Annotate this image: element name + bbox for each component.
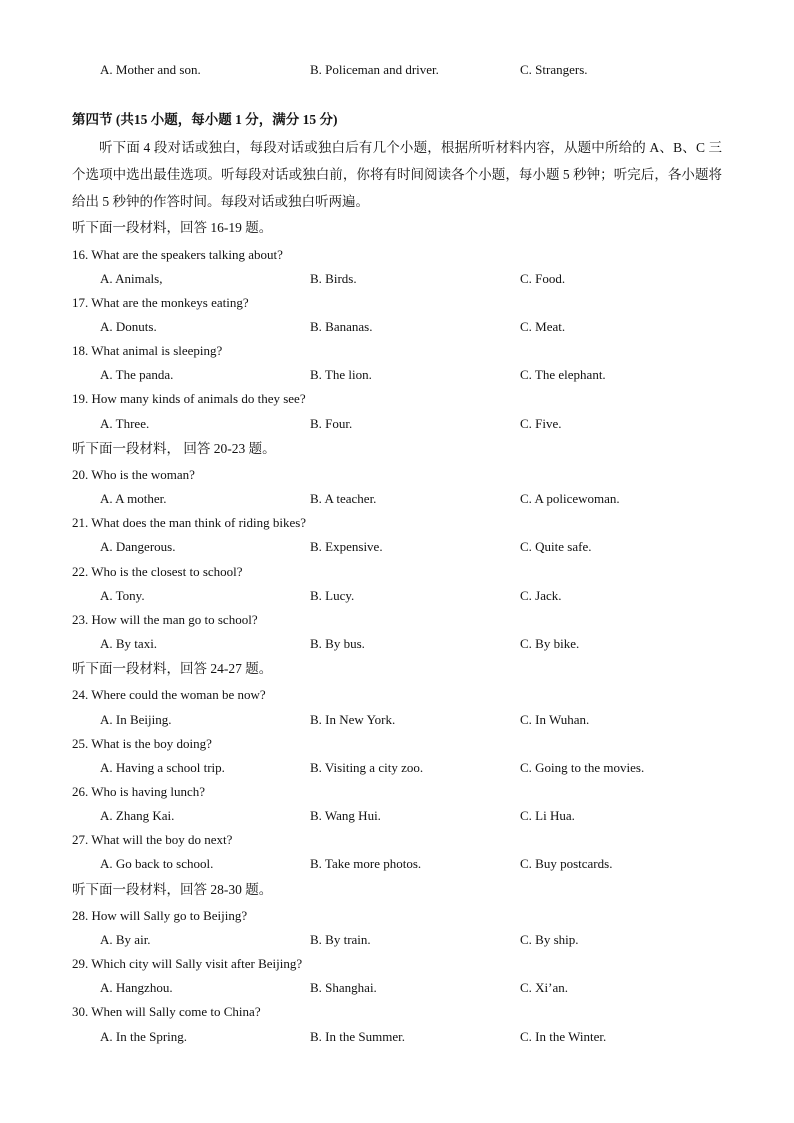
question-row bbox=[0, 341, 794, 361]
option-b: B. Take more photos. bbox=[310, 856, 422, 871]
question-row bbox=[0, 245, 794, 265]
option-b: B. Shanghai. bbox=[310, 980, 377, 995]
question-row bbox=[0, 782, 794, 802]
option-b: B. Four. bbox=[310, 416, 353, 431]
option-a: A. Dangerous. bbox=[100, 539, 176, 554]
option-a: A. Donuts. bbox=[100, 319, 157, 334]
question-text: 19. How many kinds of animals do they see? bbox=[72, 391, 306, 406]
options-row bbox=[0, 806, 794, 826]
question-text: 25. What is the boy doing? bbox=[72, 736, 212, 751]
option-c: C. Five. bbox=[520, 416, 562, 431]
option-c: C. In the Winter. bbox=[520, 1029, 607, 1044]
question-text: 22. Who is the closest to school? bbox=[72, 564, 243, 579]
option-a: A. Tony. bbox=[100, 588, 145, 603]
options-row bbox=[0, 1027, 794, 1047]
options-row bbox=[0, 854, 794, 874]
question-text: 23. How will the man go to school? bbox=[72, 612, 258, 627]
question-row bbox=[0, 513, 794, 533]
option-b: B. Wang Hui. bbox=[310, 808, 381, 823]
question-row bbox=[0, 465, 794, 485]
group-label: 听下面一段材料，回答 28-30 题。 bbox=[72, 882, 273, 897]
option-a: A. Mother and son. bbox=[100, 62, 201, 77]
options-row bbox=[0, 586, 794, 606]
option-c: C. Food. bbox=[520, 271, 566, 286]
question-row bbox=[0, 1002, 794, 1022]
question-text: 17. What are the monkeys eating? bbox=[72, 295, 249, 310]
question-row bbox=[0, 830, 794, 850]
prev-question-options bbox=[0, 60, 794, 80]
question-text: 21. What does the man think of riding bikes? bbox=[72, 515, 307, 530]
question-text: 16. What are the speakers talking about? bbox=[72, 247, 283, 262]
section-heading: 第四节 (共15 小题，每小题 1 分，满分 15 分) bbox=[72, 112, 338, 127]
question-row bbox=[0, 954, 794, 974]
option-a: A. The panda. bbox=[100, 367, 174, 382]
question-row bbox=[0, 685, 794, 705]
group-label: 听下面一段材料， 回答 20-23 题。 bbox=[72, 441, 276, 456]
option-a: A. Go back to school. bbox=[100, 856, 214, 871]
option-b: B. The lion. bbox=[310, 367, 372, 382]
option-a: A. Having a school trip. bbox=[100, 760, 225, 775]
option-b: B. By bus. bbox=[310, 636, 365, 651]
option-a: A. By air. bbox=[100, 932, 151, 947]
options-row bbox=[0, 710, 794, 730]
question-text: 20. Who is the woman? bbox=[72, 467, 195, 482]
options-row bbox=[0, 365, 794, 385]
question-text: 30. When will Sally come to China? bbox=[72, 1004, 261, 1019]
section-heading-row bbox=[0, 110, 794, 130]
option-a: A. Zhang Kai. bbox=[100, 808, 175, 823]
options-row bbox=[0, 758, 794, 778]
options-row bbox=[0, 414, 794, 434]
section-instructions: 听下面 4 段对话或独白，每段对话或独白后有几个小题，根据所听材料内容，从题中所给的 A、B、C 三个选项中选出最佳选项。听每段对话或独白前，你将有时间阅读各个小题，每小题 5 秒钟；听完后，各小题将给出 5 秒钟的作答时间。每段对话或独白听两遍。 bbox=[72, 140, 722, 209]
option-c: C. By bike. bbox=[520, 636, 580, 651]
options-row bbox=[0, 489, 794, 509]
option-b: B. Lucy. bbox=[310, 588, 355, 603]
question-text: 28. How will Sally go to Beijing? bbox=[72, 908, 248, 923]
question-text: 26. Who is having lunch? bbox=[72, 784, 205, 799]
question-text: 18. What animal is sleeping? bbox=[72, 343, 223, 358]
question-text: 24. Where could the woman be now? bbox=[72, 687, 266, 702]
option-b: B. Expensive. bbox=[310, 539, 383, 554]
option-a: A. Animals, bbox=[100, 271, 163, 286]
options-row bbox=[0, 269, 794, 289]
option-c: C. Jack. bbox=[520, 588, 562, 603]
option-c: C. In Wuhan. bbox=[520, 712, 590, 727]
options-row bbox=[0, 978, 794, 998]
options-row bbox=[0, 317, 794, 337]
group-label: 听下面一段材料，回答 24-27 题。 bbox=[72, 661, 273, 676]
group-label-row bbox=[0, 439, 794, 459]
group-label-row bbox=[0, 218, 794, 238]
option-b: B. By train. bbox=[310, 932, 371, 947]
option-b: B. In the Summer. bbox=[310, 1029, 405, 1044]
option-c: C. A policewoman. bbox=[520, 491, 620, 506]
options-row bbox=[0, 634, 794, 654]
question-row bbox=[0, 562, 794, 582]
option-b: B. Birds. bbox=[310, 271, 357, 286]
option-b: B. In New York. bbox=[310, 712, 396, 727]
question-text: 29. Which city will Sally visit after Beijing? bbox=[72, 956, 303, 971]
question-row bbox=[0, 906, 794, 926]
option-b: B. Visiting a city zoo. bbox=[310, 760, 424, 775]
option-c: C. Meat. bbox=[520, 319, 566, 334]
option-a: A. Hangzhou. bbox=[100, 980, 173, 995]
option-c: C. Buy postcards. bbox=[520, 856, 613, 871]
option-c: C. Strangers. bbox=[520, 62, 588, 77]
question-row bbox=[0, 610, 794, 630]
question-row bbox=[0, 734, 794, 754]
options-row bbox=[0, 537, 794, 557]
option-b: B. A teacher. bbox=[310, 491, 377, 506]
option-a: A. In Beijing. bbox=[100, 712, 172, 727]
question-row bbox=[0, 293, 794, 313]
option-a: A. A mother. bbox=[100, 491, 167, 506]
question-row bbox=[0, 389, 794, 409]
option-a: A. In the Spring. bbox=[100, 1029, 188, 1044]
question-text: 27. What will the boy do next? bbox=[72, 832, 233, 847]
group-label-row bbox=[0, 880, 794, 900]
options-row bbox=[0, 930, 794, 950]
option-a: A. Three. bbox=[100, 416, 150, 431]
option-c: C. Quite safe. bbox=[520, 539, 592, 554]
option-b: B. Policeman and driver. bbox=[310, 62, 439, 77]
option-c: C. Xi’an. bbox=[520, 980, 569, 995]
option-c: C. Going to the movies. bbox=[520, 760, 645, 775]
group-label: 听下面一段材料，回答 16-19 题。 bbox=[72, 220, 273, 235]
group-label-row bbox=[0, 659, 794, 679]
option-c: C. By ship. bbox=[520, 932, 579, 947]
option-c: C. Li Hua. bbox=[520, 808, 575, 823]
option-a: A. By taxi. bbox=[100, 636, 158, 651]
option-b: B. Bananas. bbox=[310, 319, 373, 334]
option-c: C. The elephant. bbox=[520, 367, 606, 382]
